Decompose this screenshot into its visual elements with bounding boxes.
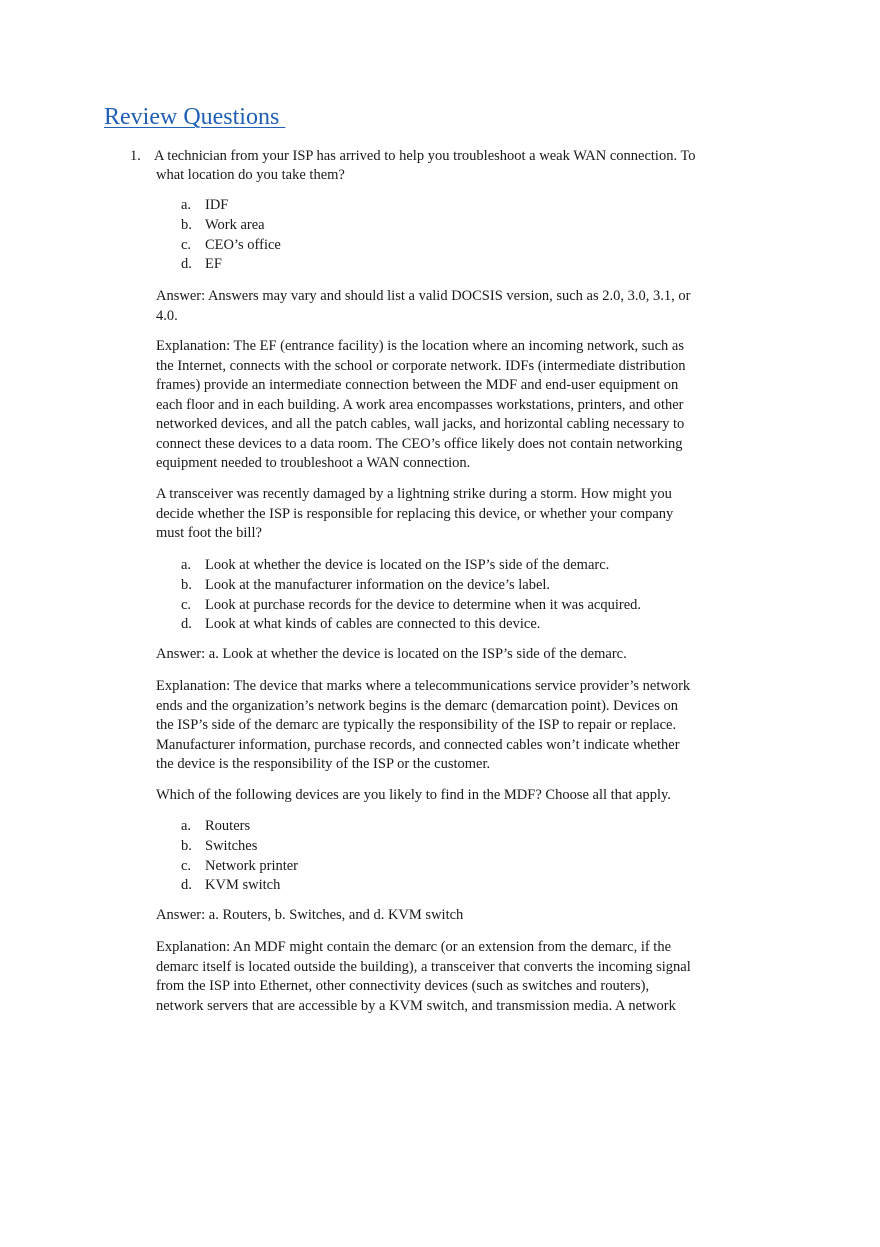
answer-text: Answer: a. Look at whether the device is located on the ISP’s side of the demarc. <box>156 646 627 662</box>
option-item <box>181 255 281 275</box>
answer-options <box>181 556 641 635</box>
option-letter: b. <box>181 216 192 233</box>
option-text: CEO’s office <box>205 236 281 253</box>
option-item <box>181 196 281 216</box>
answer-text: Answer: a. Routers, b. Switches, and d. KVM switch <box>156 907 464 923</box>
option-item <box>181 857 298 877</box>
answer-text: Answer: Answers may vary and should list a valid DOCSIS version, such as 2.0, 3.0, 3.1, or 4.0. <box>156 288 691 324</box>
explanation-text: Explanation: The device that marks where a telecommunications service provider’s network ends and the organization’s network begins is the demarc (demarcation point). Devices on the ISP’s side of the demarc are typically the responsibility of the ISP to repair or replace. Manufacturer information, purchase records, and connected cables won’t indicate whether the device is the responsibility of the ISP or the customer. <box>156 678 691 772</box>
option-letter: b. <box>181 837 192 854</box>
question-text: A transceiver was recently damaged by a lightning strike during a storm. How might you decide whether the ISP is responsible for replacing this device, or whether your company must foot the bill? <box>156 486 674 541</box>
option-item <box>181 615 641 635</box>
option-letter: d. <box>181 877 192 894</box>
question-text-line: A technician from your ISP has arrived to help you troubleshoot a weak WAN connection. To <box>154 148 696 164</box>
option-letter: b. <box>181 576 192 593</box>
option-text: EF <box>205 256 222 273</box>
option-text: Switches <box>205 837 258 854</box>
option-text: KVM switch <box>205 877 281 894</box>
option-text: IDF <box>205 197 229 213</box>
option-text: Look at whether the device is located on the ISP’s side of the demarc. <box>205 557 610 573</box>
option-letter: d. <box>181 256 192 273</box>
option-item <box>181 236 281 256</box>
option-letter: c. <box>181 236 192 253</box>
option-letter: d. <box>181 616 192 633</box>
question-text-line: what location do you take them? <box>156 167 345 183</box>
option-item <box>181 556 641 576</box>
explanation-text: Explanation: The EF (entrance facility) is the location where an incoming network, such as the Internet, connects with the school or corporate network. IDFs (intermediate distribution frames) provide an intermediate connection between the MDF and end-user equipment on each floor and in each building. A work area encompasses workstations, printers, and other networked devices, and all the patch cables, wall jacks, and horizontal cabling necessary to connect these devices to a data room. The CEO’s office likely does not contain networking equipment needed to troubleshoot a WAN connection. <box>156 338 686 471</box>
option-item <box>181 596 641 616</box>
option-item <box>181 216 281 236</box>
answer-options <box>181 817 298 896</box>
option-item <box>181 576 641 596</box>
option-letter: c. <box>181 596 192 613</box>
option-item <box>181 817 298 837</box>
option-text: Look at what kinds of cables are connected to this device. <box>205 616 541 633</box>
option-item <box>181 876 298 896</box>
option-text: Look at purchase records for the device to determine when it was acquired. <box>205 596 642 613</box>
answer-options <box>181 196 281 275</box>
question-number: 1. <box>130 148 141 164</box>
page-title: Review Questions <box>104 104 286 130</box>
question-text: Which of the following devices are you likely to find in the MDF? Choose all that apply. <box>156 787 671 803</box>
option-item <box>181 837 298 857</box>
option-text: Look at the manufacturer information on the device’s label. <box>205 576 551 593</box>
option-letter: c. <box>181 857 192 874</box>
option-letter: a. <box>181 197 192 213</box>
option-text: Work area <box>205 216 265 233</box>
option-letter: a. <box>181 818 192 834</box>
option-text: Routers <box>205 818 251 834</box>
explanation-text: Explanation: An MDF might contain the demarc (or an extension from the demarc, if the demarc itself is located outside the building), a transceiver that converts the incoming signal from the ISP into Ethernet, other connectivity devices (such as switches and routers), network servers that are accessible by a KVM switch, and transmission media. A network <box>156 939 691 1014</box>
option-letter: a. <box>181 557 192 573</box>
option-text: Network printer <box>205 857 299 874</box>
